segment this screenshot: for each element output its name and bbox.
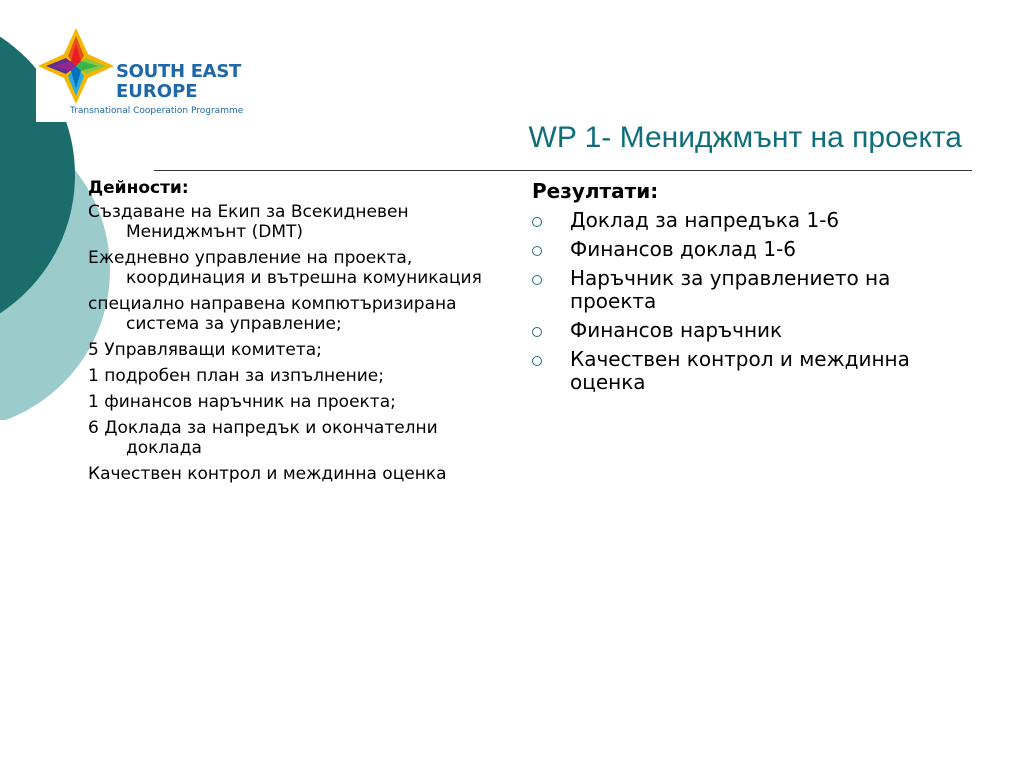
activity-item: Създаване на Екип за Всекидневен Мениджмънт (DMT) bbox=[88, 202, 409, 242]
results-heading: Резултати: bbox=[532, 179, 659, 203]
result-item-text: Наръчник за управлението на проекта bbox=[570, 266, 891, 313]
result-item bbox=[532, 209, 972, 232]
results-column bbox=[532, 180, 972, 400]
circle-bullet-icon bbox=[532, 275, 542, 285]
activity-item: 1 подробен план за изпълнение; bbox=[88, 366, 384, 386]
activity-item: 1 финансов наръчник на проекта; bbox=[88, 392, 396, 412]
circle-bullet-icon bbox=[532, 246, 542, 256]
circle-bullet-icon bbox=[532, 327, 542, 337]
star-logo-icon bbox=[36, 26, 116, 106]
activity-item: 6 Доклада за напредък и окончателни доклада bbox=[88, 418, 438, 458]
activity-item: специално направена компютъризирана система за управление; bbox=[88, 294, 457, 334]
result-item-text: Доклад за напредъка 1-6 bbox=[570, 208, 840, 232]
activity-item: 5 Управляващи комитета; bbox=[88, 340, 322, 360]
logo bbox=[36, 22, 266, 122]
result-item-text: Финансов наръчник bbox=[570, 318, 783, 342]
activity-item: Качествен контрол и междинна оценка bbox=[88, 464, 447, 484]
results-list bbox=[532, 209, 972, 394]
activities-column bbox=[88, 178, 508, 490]
result-item bbox=[532, 319, 972, 342]
circle-bullet-icon bbox=[532, 217, 542, 227]
activity-item: Ежедневно управление на проекта, координация и вътрешна комуникация bbox=[88, 248, 482, 288]
result-item bbox=[532, 267, 972, 313]
slide-title: WP 1- Мениджмънт на проекта bbox=[528, 121, 962, 154]
logo-line-2: EUROPE bbox=[116, 81, 198, 102]
result-item bbox=[532, 348, 972, 394]
result-item-text: Качествен контрол и междинна оценка bbox=[570, 347, 910, 394]
title-divider bbox=[154, 170, 972, 171]
logo-line-1: SOUTH EAST bbox=[116, 61, 241, 82]
result-item bbox=[532, 238, 972, 261]
circle-bullet-icon bbox=[532, 356, 542, 366]
logo-line-3: Transnational Cooperation Programme bbox=[70, 106, 244, 116]
result-item-text: Финансов доклад 1-6 bbox=[570, 237, 797, 261]
activities-heading: Дейности: bbox=[88, 178, 189, 198]
